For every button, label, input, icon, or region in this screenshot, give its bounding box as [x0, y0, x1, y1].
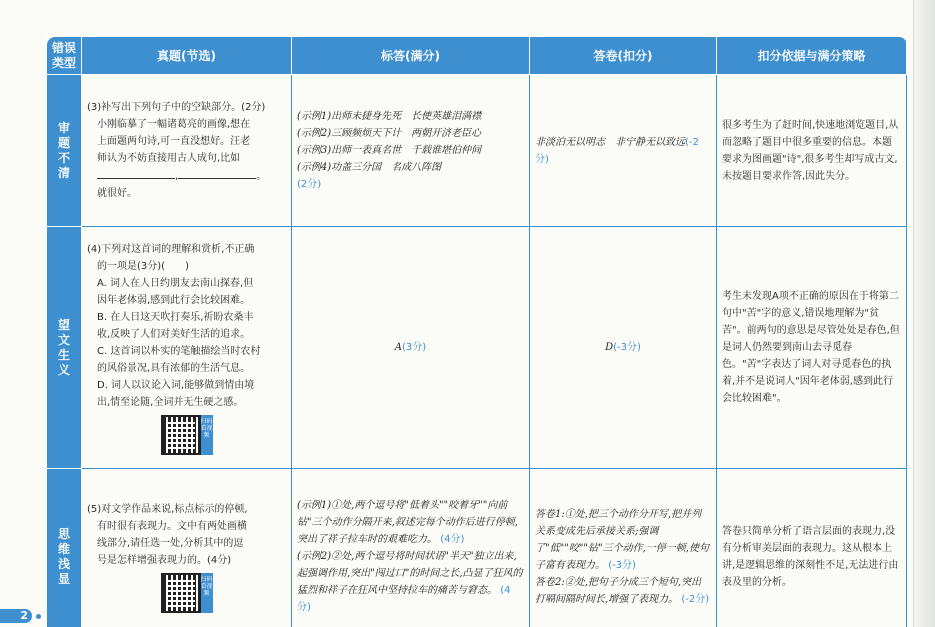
qr-label: 扫码看视频: [201, 415, 213, 455]
reason-cell: 答卷只简单分析了语言层面的表现力,没有分析审美层面的表现力。这从根本上讲,是逻辑思维的深刻性不足,无法进行由表及里的分析。: [717, 469, 907, 627]
student-score: (-2分): [681, 593, 710, 605]
qr-code-icon[interactable]: [161, 415, 201, 455]
error-analysis-table: [46, 36, 907, 627]
error-type-cell: 思维浅显: [47, 469, 82, 627]
question-cell: [82, 75, 292, 227]
std-example-1-text: (示例1)①处,两个逗号将"低着头""咬着牙""向前钻"三个动作分隔开来,叙述完每个动作后进行停顿,突出了祥子拉车时的艰难吃力。: [297, 500, 518, 545]
option-a: A. 词人在人日约朋友去南山探春,但: [97, 277, 254, 289]
option-c: C. 这首词以朴实的笔触描绘当时农村: [97, 345, 261, 357]
qr-code-group[interactable]: [87, 415, 286, 455]
option-a-cont: 因年老体弱,感到此行会比较困难。: [97, 294, 251, 306]
question-line: 有时很有表现力。文中有两处画横: [97, 520, 247, 532]
student-answer-cell: [530, 227, 717, 469]
reason-cell: 很多考生为了赶时间,快速地浏览题目,从而忽略了题目中很多重要的信息。本题要求为图画题"诗",很多考生却写成古文,未按题目要求作答,因此失分。: [717, 75, 907, 227]
option-c-cont: 的风俗景况,具有浓郁的生活气息。: [97, 362, 251, 374]
question-line: 小刚临摹了一幅诸葛亮的画像,想在: [97, 119, 251, 130]
student-score: (-2分): [535, 136, 699, 165]
page-footer: [0, 607, 60, 625]
student-answer-cell: [530, 469, 717, 627]
question-line: (4)下列对这首词的理解和赏析,不正确: [87, 243, 255, 255]
std-example-2: [297, 548, 524, 616]
header-standard-answer: 标答(满分): [292, 37, 530, 75]
std-example: (示例3)出师一表真名世 千载谁堪伯仲间: [297, 145, 482, 156]
std-score: (4分): [440, 534, 465, 545]
std-example: (示例2)三顾频烦天下计 两朝开济老臣心: [297, 128, 482, 139]
reason-cell: 考生未发现A项不正确的原因在于将第二句中"苦"字的意义,错误地理解为"贫苦"。前两句的意思是尽管处处是春色,但是词人仍然要到南山去寻觅春色。"苦"字表达了词人对寻觅春色的执着,并不是说词人"因年老体弱,感到此行会比较困难"。: [717, 227, 907, 469]
table-row: [47, 75, 907, 227]
error-analysis-table-wrap: [46, 36, 906, 613]
page-edge: [913, 0, 935, 627]
error-type-cell: 审题不清: [47, 75, 82, 227]
header-reason: 扣分依据与满分策略: [717, 37, 907, 75]
student-answer-text: 非淡泊无以明志 非宁静无以致远: [535, 136, 685, 148]
question-line: 师认为不妨直接用古人成句,比如: [97, 153, 241, 164]
student-answer-1-text: 答卷1:①处,把三个动作分开写,把并列关系变成先后承接关系;强调了"低""咬""钻"三个动作,一停一顿,使句子富有表现力。: [535, 508, 709, 571]
standard-answer-cell: [292, 227, 530, 469]
option-d: D. 词人以议论入词,能够做到情由境: [97, 379, 255, 391]
table-row: [47, 469, 907, 627]
question-line: (5)对文学作品来说,标点标示的停顿,: [87, 503, 248, 515]
std-score: (2分): [297, 179, 322, 190]
student-score: (-3分): [613, 342, 641, 353]
std-example: (示例4)功盖三分国 名成八阵图: [297, 162, 442, 173]
question-cell: [82, 227, 292, 469]
standard-answer-cell: [292, 75, 530, 227]
option-b: B. 在人日这天吹打奏乐,祈盼农桑丰: [97, 311, 254, 323]
error-type-cell: 望文生义: [47, 227, 82, 469]
question-line: 就很好。: [97, 188, 137, 199]
footer-dot: [36, 614, 41, 619]
table-header-row: [47, 37, 907, 75]
question-line: 的一项是(3分)( ): [97, 260, 189, 272]
question-line: (3)补写出下列句子中的空缺部分。(2分): [87, 102, 266, 113]
standard-answer-cell: [292, 469, 530, 627]
header-error-type: 错误类型: [47, 37, 82, 75]
qr-label: 扫码看视频: [201, 573, 213, 613]
std-answer-text: A: [394, 342, 403, 353]
header-question: 真题(节选): [82, 37, 292, 75]
option-d-cont: 出,情至论随,全词并无生硬之感。: [97, 396, 244, 408]
student-answer-2: [535, 574, 711, 608]
std-example-2-text: (示例2)②处,两个逗号将时间状语"半天"独立出来,起强调作用,突出"闯过口"的时间之长,凸显了狂风的猛烈和祥子在狂风中坚持拉车的痛苦与窘态。: [297, 551, 523, 596]
student-answer-cell: [530, 75, 717, 227]
table-row: [47, 227, 907, 469]
qr-code-group[interactable]: [87, 573, 286, 613]
std-example: (示例1)出师未捷身先死 长使英雄泪满襟: [297, 111, 482, 122]
question-line: 号是怎样增强表现力的。(4分): [97, 554, 232, 566]
question-line: 上面题两句诗,可一直没想好。汪老: [97, 136, 251, 147]
student-answer-1: [535, 506, 711, 574]
std-example-1: [297, 497, 524, 548]
question-cell: [82, 469, 292, 627]
question-line: 线部分,请任选一处,分析其中的逗: [97, 537, 244, 549]
std-score: (3分): [402, 342, 427, 353]
header-student-answer: 答卷(扣分): [530, 37, 717, 75]
std-score: (4分): [297, 585, 511, 613]
qr-code-icon[interactable]: [161, 573, 201, 613]
fill-blank-line: , 。: [87, 167, 286, 185]
student-answer-text: D: [605, 342, 614, 353]
student-answer-2-text: 答卷2:②处,把句子分成三个短句,突出打嗝间隔时间长,增强了表现力。: [535, 576, 702, 605]
page-number: 2: [0, 609, 32, 623]
option-b-cont: 收,反映了人们对美好生活的追求。: [97, 328, 251, 340]
student-score: (-3分): [608, 559, 636, 571]
